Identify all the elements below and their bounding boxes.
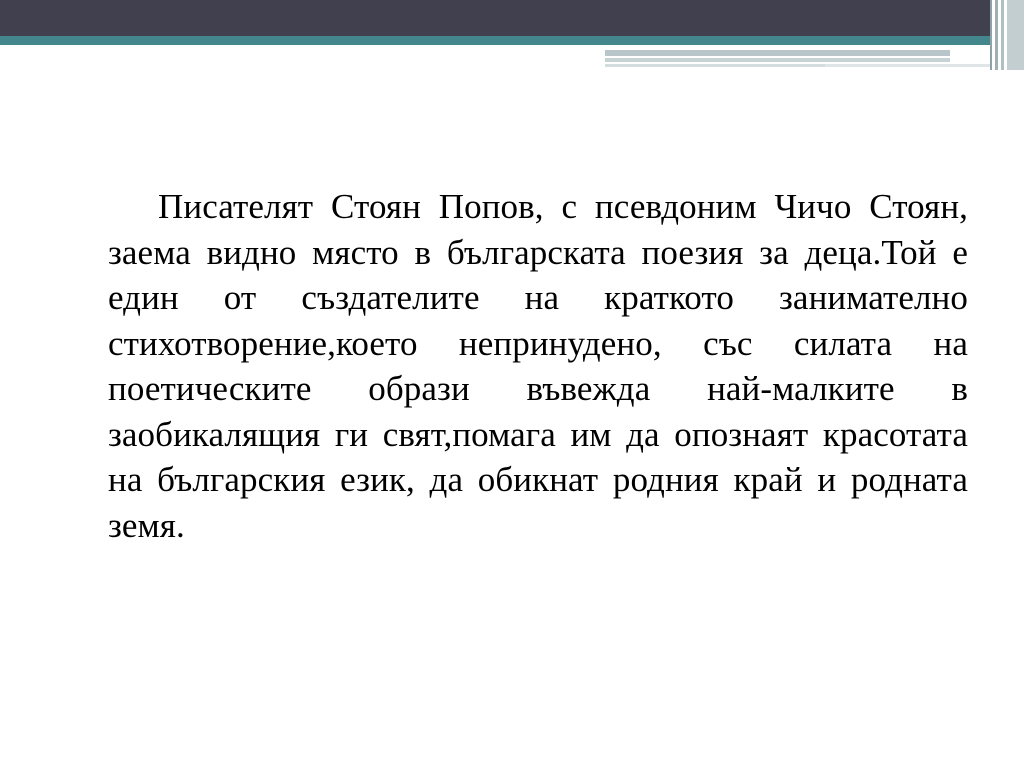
header-dark-bar: [0, 0, 1024, 36]
slide-body-text: Писателят Стоян Попов, с псевдоним Чичо Стоян, заема видно място в българската поезия за деца.Той е един от създателите на краткото занимателно стихотворение,което непринудено, със силата на поетическите образи въвежда най-малките в заобикалящия ги свят,помага им да опознаят красотата на българския език, да обикнат родния край и родната земя.: [108, 187, 968, 545]
header-accent-line-1: [605, 50, 950, 56]
header-teal-bar: [0, 36, 1024, 45]
header-white-line: [0, 45, 1000, 48]
header-accent-line-3: [605, 64, 825, 67]
header-accent-line-4: [825, 64, 995, 67]
corner-stripes-decoration: [990, 0, 1024, 70]
header-accent-line-2: [605, 58, 950, 62]
